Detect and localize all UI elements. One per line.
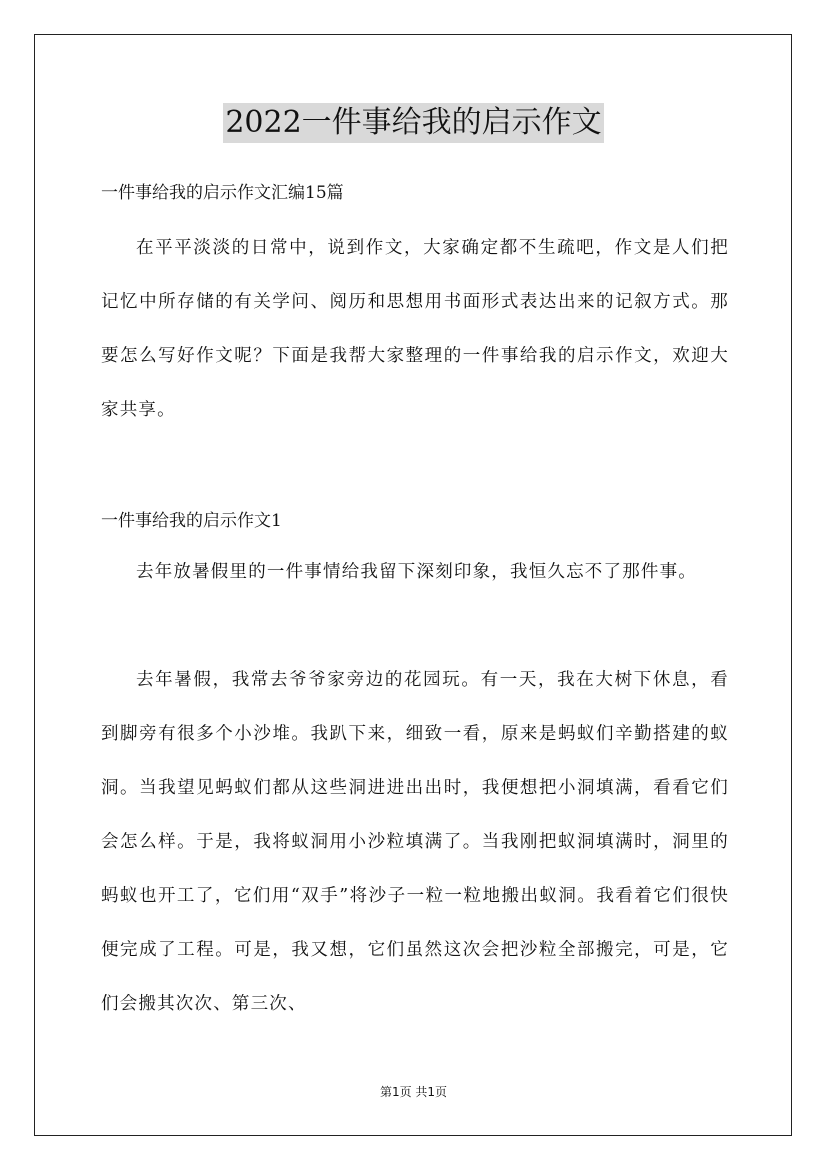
body-paragraph-2: 去年暑假，我常去爷爷家旁边的花园玩。有一天，我在大树下休息，看到脚旁有很多个小沙堆。我趴下来，细致一看，原来是蚂蚁们辛勤搭建的蚁洞。当我望见蚂蚁们都从这些洞进进出出时，我便想把小洞填满，看看它们会怎么样。于是，我将蚁洞用小沙粒填满了。当我刚把蚁洞填满时，洞里的蚂蚁也开工了，它们用“双手”将沙子一粒一粒地搬出蚁洞。我看着它们很快便完成了工程。可是，我又想，它们虽然这次会把沙粒全部搬完，可是，它们会搬其次次、第三次、 bbox=[101, 670, 729, 1014]
section-heading: 一件事给我的启示作文1 bbox=[101, 511, 282, 531]
page-footer: 第1页 共1页 bbox=[379, 1085, 448, 1099]
document-title: 2022一件事给我的启示作文 bbox=[223, 103, 603, 143]
intro-paragraph: 在平平淡淡的日常中，说到作文，大家确定都不生疏吧，作文是人们把记忆中所存储的有关学问、阅历和思想用书面形式表达出来的记叙方式。那要怎么写好作文呢？下面是我帮大家整理的一件事给我的启示作文，欢迎大家共享。 bbox=[101, 238, 729, 420]
document-subtitle: 一件事给我的启示作文汇编15篇 bbox=[101, 183, 344, 203]
document-title-wrap bbox=[0, 103, 827, 143]
body-paragraph-1: 去年放暑假里的一件事情给我留下深刻印象，我恒久忘不了那件事。 bbox=[136, 562, 697, 582]
